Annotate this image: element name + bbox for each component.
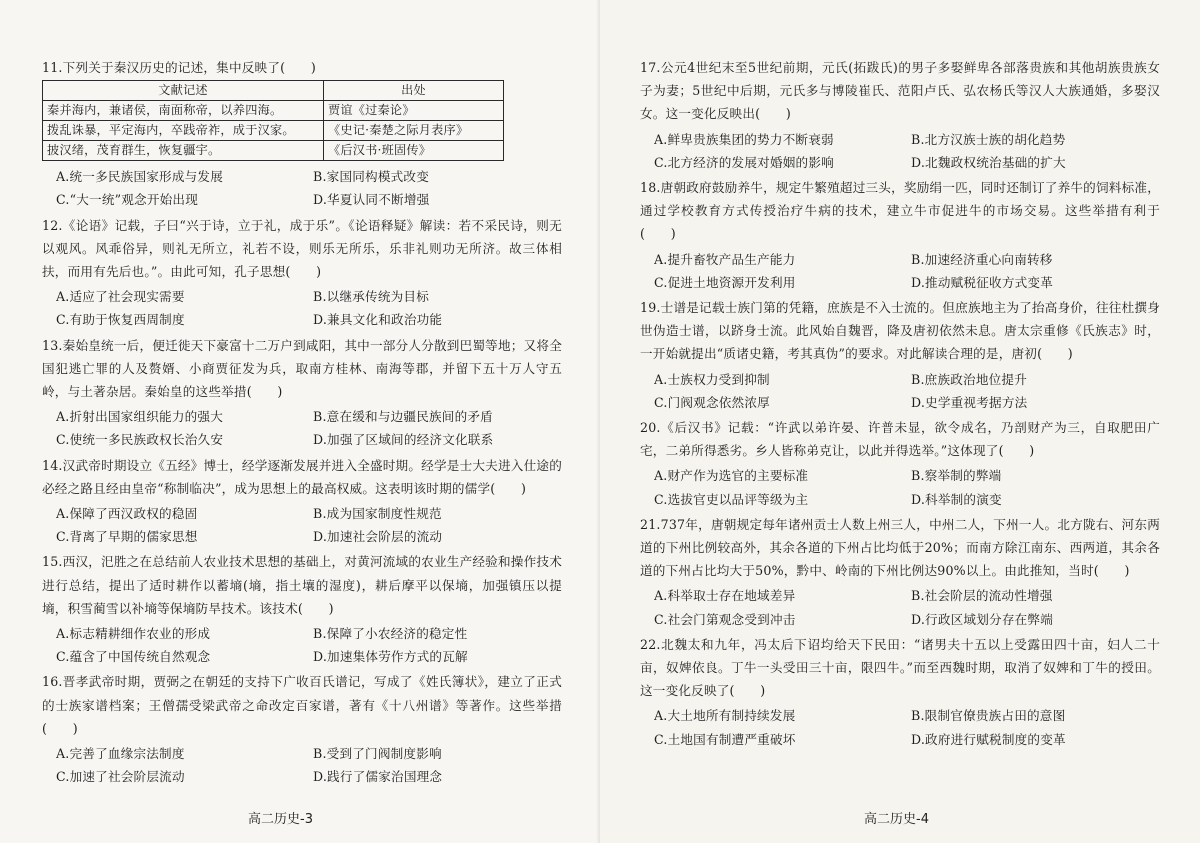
option-b: B.意在缓和与边疆民族间的矛盾 xyxy=(313,409,493,425)
option-b: B.以继承传统为目标 xyxy=(313,289,430,305)
question-17-options xyxy=(654,128,1160,174)
option-a: A.适应了社会现实需要 xyxy=(56,289,185,305)
option-a: A.折射出国家组织能力的强大 xyxy=(56,409,224,425)
option-c: C.土地国有制遭严重破坏 xyxy=(654,731,796,747)
left-questions xyxy=(42,56,562,790)
question-11-stem: 11.下列关于秦汉历史的记述，集中反映了( ) xyxy=(42,60,316,75)
option-b: B.成为国家制度性规范 xyxy=(313,506,442,522)
option-d: D.行政区域划分存在弊端 xyxy=(911,611,1053,627)
option-b: B.察举制的弊端 xyxy=(911,468,1002,484)
option-d: D.华夏认同不断增强 xyxy=(313,192,430,208)
question-18-options xyxy=(654,248,1160,294)
option-c: C.背离了早期的儒家思想 xyxy=(56,529,198,545)
question-19-stem: 19.士谱是记载士族门第的凭籍，庶族是不入士流的。但庶族地主为了抬高身价，往往杜撰身世伪造士谱，以跻身士流。此风始自魏晋，降及唐初依然未息。唐太宗重修《氏族志》时，一开始就提出“质诸史籍，考其真伪”的要求。对此解读合理的是，唐初( ) xyxy=(640,300,1160,362)
right-questions xyxy=(640,56,1160,753)
option-d: D.北魏政权统治基础的扩大 xyxy=(911,154,1066,170)
option-c: C.加速了社会阶层流动 xyxy=(56,769,185,785)
table-cell: 披汉绪，茂育群生，恢复疆宇。 xyxy=(43,141,324,161)
option-a: A.士族权力受到抑制 xyxy=(654,371,770,387)
option-c: C.蕴含了中国传统自然观念 xyxy=(56,649,211,665)
option-d: D.加速社会阶层的流动 xyxy=(313,529,443,545)
option-b: B.庶族政治地位提升 xyxy=(911,371,1028,387)
question-19-options xyxy=(654,368,1160,414)
option-a: A.统一多民族国家形成与发展 xyxy=(56,169,224,185)
option-a: A.提升畜牧产品生产能力 xyxy=(654,251,796,267)
question-16-stem: 16.晋孝武帝时期，贾弼之在朝廷的支持下广收百氏谱记，写成了《姓氏簿状》，建立了正式的士族家谱档案；王僧孺受梁武帝之命改定百家谱，著有《十八州谱》等著作。这些举措( ) xyxy=(42,674,562,736)
question-11-table xyxy=(42,80,504,161)
table-cell: 秦并海内，兼诸侯，南面称帝，以养四海。 xyxy=(43,101,324,121)
question-16-options xyxy=(56,742,562,788)
option-b: B.受到了门阀制度影响 xyxy=(313,746,442,762)
table-row xyxy=(43,141,504,161)
question-14-stem: 14.汉武帝时期设立《五经》博士，经学逐渐发展并进入全盛时期。经学是士大夫进入仕途的必经之路且经由皇帝“称制临决”，成为思想上的最高权威。这表明该时期的儒学( ) xyxy=(42,457,562,496)
option-c: C.门阀观念依然浓厚 xyxy=(654,394,770,410)
table-cell: 《史记·秦楚之际月表序》 xyxy=(324,121,504,141)
option-c: C.“大一统”观念开始出现 xyxy=(56,192,199,208)
option-d: D.推动赋税征收方式变革 xyxy=(911,274,1053,290)
table-header: 文献记述 xyxy=(43,81,324,101)
page-footer-left: 高二历史-3 xyxy=(248,812,313,827)
question-17-stem: 17.公元4世纪末至5世纪前期，元氏(拓跋氏)的男子多娶鲜卑各部落贵族和其他胡族贵族女子为妻；5世纪中后期，元氏多与博陵崔氏、范阳卢氏、弘农杨氏等汉人大族通婚，多娶汉女。这一变化反映出( ) xyxy=(640,60,1160,122)
option-c: C.北方经济的发展对婚姻的影响 xyxy=(654,154,834,170)
option-a: A.保障了西汉政权的稳固 xyxy=(56,506,198,522)
page-right xyxy=(600,0,1200,843)
option-b: B.社会阶层的流动性增强 xyxy=(911,588,1053,604)
option-d: D.践行了儒家治国理念 xyxy=(313,769,443,785)
question-18-stem: 18.唐朝政府鼓励养牛，规定牛繁殖超过三头，奖励绢一匹，同时还制订了养牛的饲料标准，通过学校教育方式传授治疗牛病的技术，建立牛市促进牛的市场交易。这些举措有利于( ) xyxy=(640,180,1160,242)
question-12-options xyxy=(56,285,562,331)
table-cell: 贾谊《过秦论》 xyxy=(324,101,504,121)
table-cell: 《后汉书·班固传》 xyxy=(324,141,504,161)
question-20-stem: 20.《后汉书》记载：“许武以弟许晏、许普未显，欲令成名，乃剖财产为三，自取肥田广宅，二弟所得悉劣。乡人皆称弟克让，以此并得选举。”这体现了( ) xyxy=(640,420,1160,459)
option-b: B.限制官僚贵族占田的意图 xyxy=(911,708,1066,724)
option-a: A.财产作为选官的主要标准 xyxy=(654,468,809,484)
question-22-stem: 22.北魏太和九年，冯太后下诏均给天下民田：“诸男夫十五以上受露田四十亩，妇人二十亩，奴婢依良。丁牛一头受田三十亩，限四牛。”而至西魏时期，取消了奴婢和丁牛的授田。这一变化反映了( ) xyxy=(640,636,1160,699)
option-d: D.政府进行赋税制度的变革 xyxy=(911,731,1066,747)
question-21-options xyxy=(654,584,1160,630)
table-header: 出处 xyxy=(324,81,504,101)
question-12-stem: 12.《论语》记载，子曰“兴于诗，立于礼，成于乐”。《论语释疑》解读：若不采民诗，则无以观风。风乖俗异，则礼无所立，礼若不设，则乐无所乐，乐非礼则功无所济。故三体相扶，而用有先后也。”。由此可知，孔子思想( ) xyxy=(42,217,562,280)
question-21-stem: 21.737年，唐朝规定每年诸州贡士人数上州三人，中州二人，下州一人。北方陇右、河东两道的下州比例较高外，其余各道的下州占比均低于20%；而南方除江南东、西两道，其余各道的下州占比均大于50%，黔中、岭南的下州比例达90%以上。由此推知，当时( ) xyxy=(640,516,1160,579)
option-b: B.保障了小农经济的稳定性 xyxy=(313,626,468,642)
table-row xyxy=(43,101,504,121)
question-13-options xyxy=(56,405,562,451)
question-14-options xyxy=(56,502,562,548)
option-c: C.选拔官吏以品评等级为主 xyxy=(654,491,809,507)
option-c: C.有助于恢复西周制度 xyxy=(56,312,185,328)
option-a: A.标志精耕细作农业的形成 xyxy=(56,626,211,642)
option-b: B.加速经济重心向南转移 xyxy=(911,251,1053,267)
option-c: C.促进土地资源开发利用 xyxy=(654,274,796,290)
option-d: D.史学重视考据方法 xyxy=(911,394,1028,410)
option-c: C.使统一多民族政权长治久安 xyxy=(56,432,224,448)
question-13-stem: 13.秦始皇统一后，便迁徙天下豪富十二万户到咸阳，其中一部分人分散到巴蜀等地；又将全国犯逃亡罪的人及赘婿、小商贾征发为兵，取南方桂林、南海等郡，并留下五十万人守五岭，与土著杂居。秦始皇的这些举措( ) xyxy=(42,337,562,400)
question-11-options xyxy=(56,165,562,211)
option-d: D.加速集体劳作方式的瓦解 xyxy=(313,649,468,665)
option-a: A.完善了血缘宗法制度 xyxy=(56,746,185,762)
option-d: D.加强了区域间的经济文化联系 xyxy=(313,432,494,448)
question-20-options xyxy=(654,464,1160,510)
table-cell: 拨乱诛暴，平定海内，卒践帝祚，成于汉家。 xyxy=(43,121,324,141)
option-b: B.家国同构模式改变 xyxy=(313,169,430,185)
option-a: A.鲜卑贵族集团的势力不断衰弱 xyxy=(654,131,834,147)
option-c: C.社会门第观念受到冲击 xyxy=(654,611,796,627)
question-15-options xyxy=(56,622,562,668)
option-d: D.科举制的演变 xyxy=(911,491,1002,507)
option-a: A.大土地所有制持续发展 xyxy=(654,708,796,724)
table-row xyxy=(43,121,504,141)
option-d: D.兼具文化和政治功能 xyxy=(313,312,443,328)
option-b: B.北方汉族士族的胡化趋势 xyxy=(911,131,1066,147)
option-a: A.科举取士存在地域差异 xyxy=(654,588,796,604)
question-15-stem: 15.西汉，汜胜之在总结前人农业技术思想的基础上，对黄河流域的农业生产经验和操作技术进行总结，提出了适时耕作以蓄墒(墒，指土壤的湿度)，耕后摩平以保墒，加强镇压以提墒，积雪蔺雪以补墒等保墒防旱技术。该技术( ) xyxy=(42,554,562,616)
question-22-options xyxy=(654,704,1160,750)
page-footer-right: 高二历史-4 xyxy=(864,812,929,827)
